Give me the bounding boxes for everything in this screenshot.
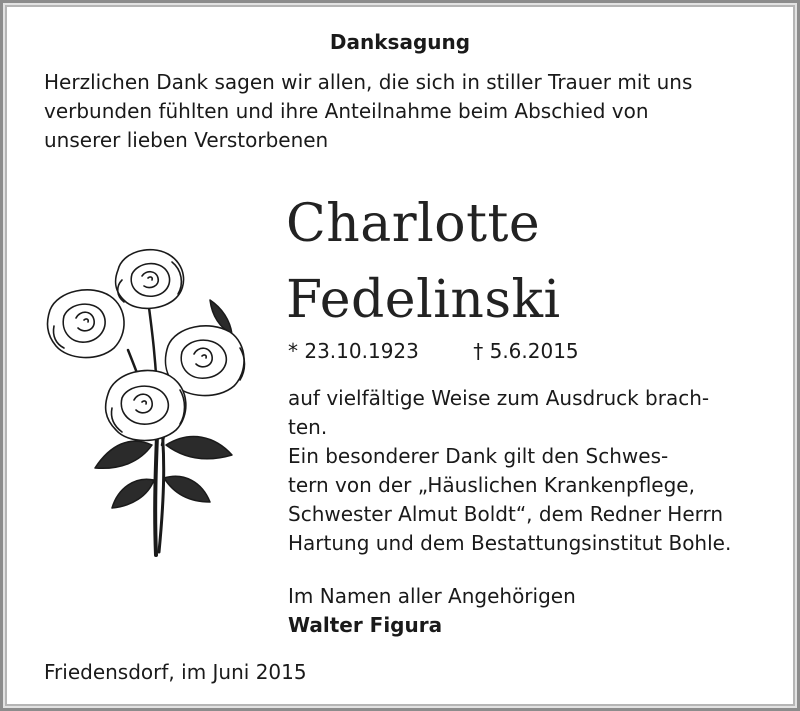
thanks-text [288, 384, 731, 558]
roses-bouquet-icon [40, 240, 250, 560]
intro-line: unserer lieben Verstorbenen [44, 128, 329, 152]
last-name: Fedelinski [286, 270, 561, 330]
intro-line: verbunden fühlten und ihre Anteilnahme beim Abschied von [44, 99, 649, 123]
thanks-line: auf vielfältige Weise zum Ausdruck brach- [288, 386, 710, 410]
signature-line: Im Namen aller Angehörigen [288, 584, 576, 608]
thanks-line: Ein besonderer Dank gilt den Schwes- [288, 444, 669, 468]
life-dates [288, 339, 579, 363]
death-date: † 5.6.2015 [473, 339, 579, 363]
thanks-line: Schwester Almut Boldt“, dem Redner Herrn [288, 502, 724, 526]
intro-line: Herzlichen Dank sagen wir allen, die sich in stiller Trauer mit uns [44, 70, 693, 94]
thanks-line: ten. [288, 415, 328, 439]
thanks-line: Hartung und dem Bestattungsinstitut Bohle. [288, 531, 732, 555]
signer-name: Walter Figura [288, 613, 443, 637]
notice-heading: Danksagung [329, 30, 471, 54]
thanks-line: tern von der „Häuslichen Krankenpflege, [288, 473, 695, 497]
birth-date: * 23.10.1923 [288, 339, 419, 363]
signature-block [288, 582, 576, 640]
place-date: Friedensdorf, im Juni 2015 [44, 660, 307, 684]
first-name: Charlotte [286, 194, 541, 254]
intro-text [44, 68, 764, 155]
deceased-name [286, 186, 561, 338]
